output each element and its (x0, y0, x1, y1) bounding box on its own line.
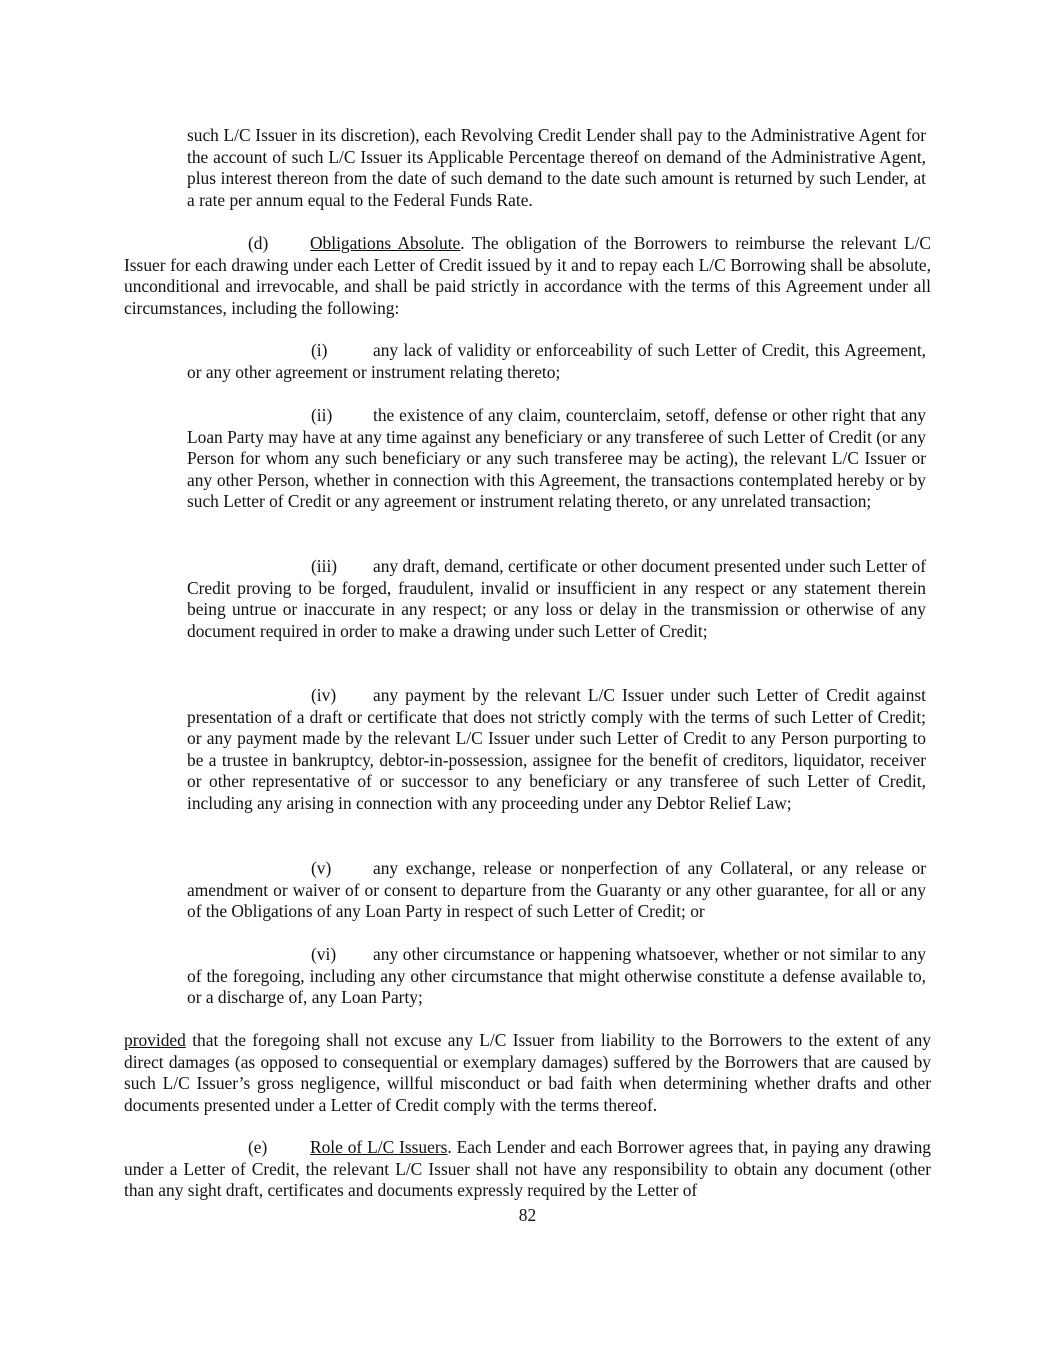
section-e-heading: Role of L/C Issuers (310, 1137, 448, 1157)
list-item-v (187, 858, 926, 923)
paragraph-c-continuation: such L/C Issuer in its discretion), each Revolving Credit Lender shall pay to the Administrative Agent for the account of such L/C Issuer its Applicable Percentage thereof on demand of the Administrative Agent, plus interest thereon from the date of such demand to the date such amount is returned by such Lender, at a rate per annum equal to the Federal Funds Rate. (187, 125, 926, 210)
proviso-paragraph (124, 1030, 931, 1116)
page-number: 82 (518, 1205, 537, 1225)
list-item-vi (187, 944, 926, 1009)
item-i-text: any lack of validity or enforceability of such Letter of Credit, this Agreement, or any other agreement or instrument relating thereto; (187, 340, 926, 382)
list-item-iii (187, 556, 926, 642)
item-v-label: (v) (311, 858, 332, 878)
item-vi-label: (vi) (311, 944, 337, 964)
list-item-i (187, 340, 926, 383)
item-vi-text: any other circumstance or happening whatsoever, whether or not similar to any of the foregoing, including any other circumstance that might otherwise constitute a defense available to, or a discharge of, any Loan Party; (187, 944, 926, 1008)
section-d-label: (d) (248, 233, 269, 253)
item-iii-label: (iii) (311, 556, 338, 576)
section-e-paragraph (124, 1137, 931, 1202)
section-e-label: (e) (248, 1137, 268, 1157)
section-d-paragraph (124, 233, 931, 319)
section-e-text: . Each Lender and each Borrower agrees that, in paying any drawing under a Letter of Credit, the relevant L/C Issuer shall not have any responsibility to obtain any document (other than any sight draft, certificates and documents expressly required by the Letter of (124, 1137, 931, 1201)
proviso-lead: provided (124, 1030, 186, 1050)
list-item-iv (187, 685, 926, 815)
list-item-ii (187, 405, 926, 513)
item-ii-label: (ii) (311, 405, 333, 425)
item-iv-text: any payment by the relevant L/C Issuer under such Letter of Credit against presentation of a draft or certificate that does not strictly comply with the terms of such Letter of Credit; or any payment made by the relevant L/C Issuer under such Letter of Credit to any Person purporting to be a trustee in bankruptcy, debtor-in-possession, assignee for the benefit of creditors, liquidator, receiver or other representative of or successor to any beneficiary or any transferee of such Letter of Credit, including any arising in connection with any proceeding under any Debtor Relief Law; (187, 685, 926, 813)
item-ii-text: the existence of any claim, counterclaim, setoff, defense or other right that any Loan Party may have at any time against any beneficiary or any transferee of such Letter of Credit (or any Person for whom any such beneficiary or any such transferee may be acting), the relevant L/C Issuer or any other Person, whether in connection with this Agreement, the transactions contemplated hereby or by such Letter of Credit or any agreement or instrument relating thereto, or any unrelated transaction; (187, 405, 926, 512)
item-v-text: any exchange, release or nonperfection of any Collateral, or any release or amendment or waiver of or consent to departure from the Guaranty or any other guarantee, for all or any of the Obligations of any Loan Party in respect of such Letter of Credit; or (187, 858, 926, 922)
item-i-label: (i) (311, 340, 328, 360)
item-iii-text: any draft, demand, certificate or other document presented under such Letter of Credit proving to be forged, fraudulent, invalid or insufficient in any respect or any statement therein being untrue or inaccurate in any respect; or any loss or delay in the transmission or otherwise of any document required in order to make a drawing under such Letter of Credit; (187, 556, 926, 641)
section-d-heading: Obligations Absolute (310, 233, 461, 253)
section-d-text: . The obligation of the Borrowers to reimburse the relevant L/C Issuer for each drawing under each Letter of Credit issued by it and to repay each L/C Borrowing shall be absolute, unconditional and irrevocable, and shall be paid strictly in accordance with the terms of this Agreement under all circumstances, including the following: (124, 233, 932, 318)
proviso-text: that the foregoing shall not excuse any L/C Issuer from liability to the Borrowers to the extent of any direct damages (as opposed to consequential or exemplary damages) suffered by the Borrowers that are caused by such L/C Issuer’s gross negligence, willful misconduct or bad faith when determining whether drafts and other documents presented under a Letter of Credit comply with the terms thereof. (124, 1030, 931, 1115)
item-iv-label: (iv) (311, 685, 337, 705)
